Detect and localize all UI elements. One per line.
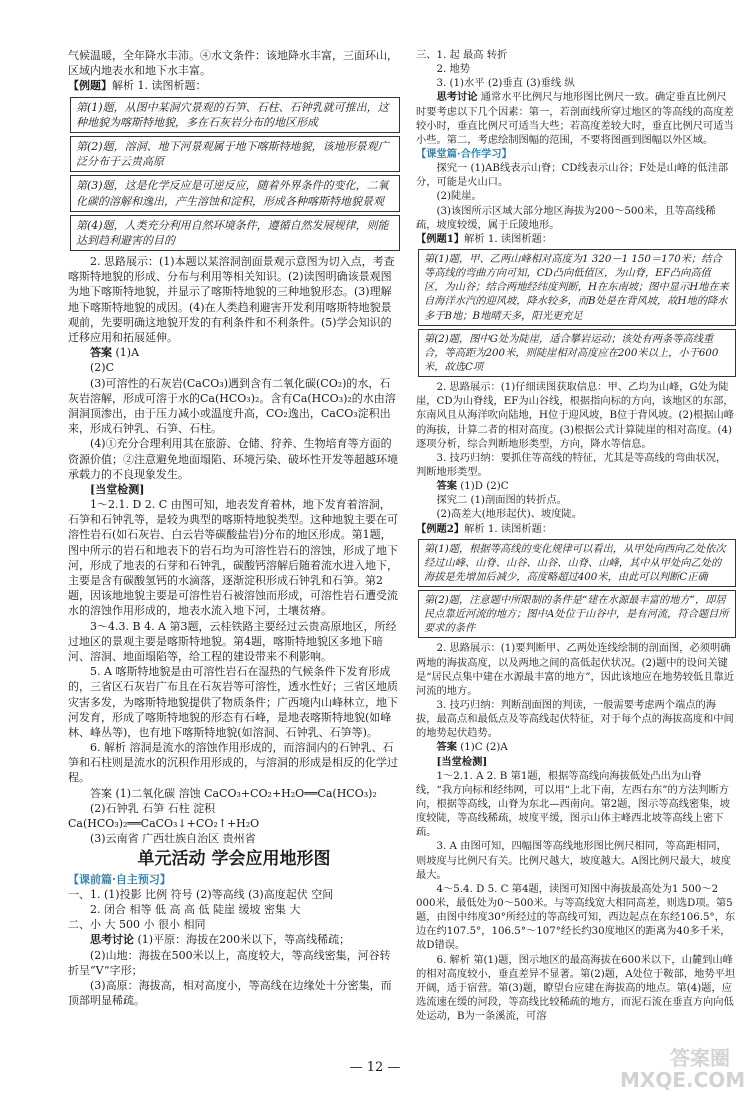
example-label: 【例题】 (68, 79, 112, 93)
answer-line: (2)石钟乳 石笋 石柱 淀积 Ca(HCO₃)₂══CaCO₃↓+CO₂↑+H₂O (68, 801, 260, 830)
analysis-box-3 (70, 175, 400, 211)
analysis-box-3 (418, 539, 736, 587)
question-answer: 1～2.1. A 2. B 第1题，根据等高线向海拔低处凸出为山脊线，“我方向标和经纬网，可以用“上北下南，左西右东”的方法判断方向，根据等高线，山脊为东北—西南向。第2题，图示等高线密集，坡度较陡，等高线稀疏，坡度平缓，图示山体主峰西北坡等高线上密下疏。 (416, 769, 731, 839)
paragraph: (2)高差大(地形起伏)、坡度陡。 (436, 508, 583, 521)
paragraph: 3. 技巧归纳：要抓住等高线的特征，尤其是等高线的弯曲状况，判断地形类型。 (416, 451, 727, 478)
paragraph: (3)该图所示区域大部分地区海拔为200～500米，且等高线稀疏，坡度较缓，属于丘陵地形。 (416, 204, 716, 231)
analysis-box-1 (418, 249, 736, 326)
analysis-box-2 (70, 136, 400, 172)
left-column (68, 48, 400, 1008)
example-text: 解析 1. 读图析题： (112, 79, 207, 93)
paragraph: 探究二 (1)剖面图的转折点。 (436, 494, 568, 507)
paragraph: (2)陡崖。 (436, 190, 482, 203)
box-text: 第(2)题，溶洞、地下河景观属于地下喀斯特地貌，该地形景观广泛分布于云贵高原 (76, 139, 389, 169)
analysis-box-1 (70, 97, 400, 133)
unit-title: 单元活动 学会应用地形图 (137, 849, 331, 870)
paragraph: 2. 思路展示：(1)仔细读图获取信息：甲、乙均为山峰，G处为陡崖，CD为山脊线，EF为山谷线，根据指向标的方向，该地区的东部，东南风且从海洋吹向陆地，H位于迎风坡，B位于背风坡。(2)根据山峰的海拔，计算二者的相对高度。(3)根据公式计算陡崖的相对高度。(4)逐项分析，综合判断地形类型，方向，降水等信息。 (416, 381, 734, 450)
answer-line: (3)云南省 广西壮族自治区 贵州省 (90, 832, 256, 846)
example-label: 【例题1】 (416, 232, 465, 245)
question-answer: 6. 解析 第(1)题，图示地区的最高海拔在600米以下，山麓到山峰的相对高度较小，垂直差异不显著。第(2)题，A处位于鞍部，地势平坦开阔，适于宿营。第(3)题，瞭望台应建在海拔高的地点。第(4)题，应选流速在缓的河段，等高线比较稀疏的地方，而泥石流在垂直方向向低处运动，B为一条溪流，可溶 (416, 953, 736, 1023)
box-text: 第(3)题，这是化学反应是可逆反应，随着外界条件的变化，二氧化碳的溶解和逸出，产生溶蚀和淀积，形成各种喀斯特地貌景观 (76, 179, 389, 208)
think-label: 思考讨论 (90, 933, 134, 947)
analysis-box-4 (418, 590, 736, 638)
section-tag-line (416, 147, 736, 161)
example-heading (416, 522, 736, 536)
paragraph: 3. 技巧归纳：判断剖面图的判读，一般需要考虑两个端点的海拔，最高点和最低点及等高线起伏特征，对于每个点的海拔高度和中间的地势起伏趋势。 (416, 699, 734, 740)
preview-line: 2. 闭合 相等 低 高 高 低 陡崖 缓坡 密集 大 (90, 902, 301, 916)
question-answer: 1～2.1. D 2. C 由图可知，地表发育着林，地下发育着溶洞，石笋和石钟乳等，是较为典型的喀斯特地貌类型。这种地貌主要在可溶性岩石(如石灰岩、白云岩等碳酸盐岩)分布的地区形成。第1题，图中所示的岩石和地表下的岩石均为可溶性岩石的溶蚀，形成了地下河，形成了地表的石芽和石钟乳，碳酸钙溶解后随着流水进入地下，主要是含有碳酸氢钙的水滴落，逐渐淀积形成石钟乳和石笋。第2题，因该地地貌主要是可溶性岩石被溶蚀而形成，可溶性岩石遭受流水的溶蚀作用形成的，地表水流入地下河，土壤贫瘠。 (68, 498, 398, 618)
answer-line (416, 479, 736, 493)
answer-line: (4)①充分合理利用其在旅游、仓储、狩养、生物培育等方面的资源价值；②注意避免地面塌陷、环境污染、破坏性开发等超越环境承载力的不良现象发生。 (68, 437, 398, 481)
paragraph: 2. 地势 (436, 63, 471, 76)
check-heading: [当堂检测] (90, 482, 145, 496)
question-answer: 3～4.3. B 4. A 第3题，云桂铁路主要经过云贵高原地区，所经过地区的景观主要是喀斯特地貌。第4题，喀斯特地貌区多地下暗河、溶洞、地面塌陷等，给工程的建设带来不利影响。 (68, 619, 397, 663)
box-text: 第(4)题，人类充分利用自然环境条件，遵循自然发展规律，则能达到趋利避害的目的 (76, 218, 389, 247)
watermark-logo: 答案圈 MXQE.COM (620, 1046, 746, 1092)
answer-label: 答案 (436, 741, 458, 754)
example-heading (68, 78, 400, 93)
right-column (416, 48, 736, 1023)
preview-tag: 【课前篇·自主预习】 (68, 872, 171, 886)
answer-text: (1)C (2)A (460, 741, 508, 754)
answer-label: 答案 (90, 346, 112, 360)
analysis-box-2 (418, 329, 736, 377)
question-answer: 5. A 喀斯特地貌是由可溶性岩石在湿热的气候条件下发育形成的，三省区石灰岩广布且在石灰岩等可溶性，透水性好；三省区地质灾害多发，为喀斯特地貌提供了物质条件；广西境内山峰林立，地下河发育，形成了喀斯特地貌的形态有石峰，是地表喀斯特地貌(如峰林、峰丛等)，也有地下喀斯特地貌(如溶洞、石钟乳、石笋等)。 (68, 665, 398, 739)
check-heading: [当堂检测] (436, 755, 488, 768)
paragraph: 气候温暖，全年降水丰沛。④水文条件：该地降水丰富，三面环山，区域内地表水和地下水丰富。 (68, 49, 398, 78)
page-number: — 12 — (349, 1060, 401, 1075)
answer-line: (3)可溶性的石灰岩(CaCO₃)遇到含有二氧化碳(CO₂)的水，石灰岩溶解，形成可溶于水的Ca(HCO₃)₂。含有Ca(HCO₃)₂的水由溶洞洞顶渗出，由于压力减小或温度升高，CO₂逸出，CaCO₃淀积出来，形成石钟乳、石笋、石柱。 (68, 376, 396, 436)
box-text: 第(1)题，根据等高线的变化规律可以看出，从甲处向西向乙处依次经过山峰、山脊、山谷、山谷、山脊、山峰，其中从甲处向乙处的海拔是先增加后减少，高度略超过400米，由此可以判断C正确 (424, 542, 726, 583)
think-text: 通常水平比例尺与地形图比例尺一致。确定垂直比例尺时要考虑以下几个因素：第一，若剖面线所穿过地区的等高线的高度差较小时，垂直比例尺可适当大些；若高度差较大时，垂直比例尺可适当小些。第二，考虑绘制图幅的范围，不要将图画到图幅以外区域。 (416, 91, 734, 146)
think-line: (3)高原：海拔高，相对高度小，等高线在边缘处十分密集，而顶部明显稀疏。 (68, 978, 392, 1008)
example-label: 【例题2】 (416, 522, 465, 535)
example-text: 解析 1. 读图析题： (464, 232, 553, 245)
box-text: 第(2)题，图中G处为陡崖，适合攀岩运动；该处有两条等高线重合，等高距为200米，则陡崖相对高度应在200米以上，小于600米，故选C项 (424, 332, 719, 373)
section-tag-line (68, 872, 400, 887)
think-line (68, 932, 400, 947)
question-answer: 6. 解析 溶洞是流水的溶蚀作用形成的，而溶洞内的石钟乳、石笋和石柱则是流水的沉积作用形成的，与溶洞的形成是相反的化学过程。 (68, 741, 398, 785)
example-heading (416, 232, 736, 246)
answer-text: (1)A (115, 346, 140, 360)
analysis-box-4 (70, 215, 400, 251)
paragraph: 3. (1)水平 (2)垂直 (3)垂线 纵 (436, 77, 575, 90)
box-text: 第(1)题，从图中某洞穴景观的石笋、石柱、石钟乳就可推出，这种地貌为喀斯特地貌，多在石灰岩分布的地区形成 (76, 100, 389, 129)
preview-line: 二、小 大 500 小 很小 相同 (68, 918, 206, 932)
think-text: (1)平原：海拔在200米以下，等高线稀疏； (137, 933, 351, 947)
question-answer: 3. A 由图可知，四幅图等高线地形图比例尺相同，等高距相同，则坡度与比例尺有关。比例尺越大，坡度越大。A图比例尺最大，坡度最大。 (416, 840, 731, 881)
answer-line (68, 345, 400, 360)
think-line: (2)山地：海拔在500米以上，高度较大，等高线密集，河谷转折呈“V”字形； (68, 948, 391, 977)
answer-line: (2)C (90, 361, 114, 375)
paragraph: 2. 思路展示：(1)本题以某溶洞剖面景观示意图为切入点，考查喀斯特地貌的形成、分布与利用等相关知识。(2)读图明确该景观图为地下喀斯特地貌，并显示了喀斯特地貌的三种地貌形态。(3)理解地下喀斯特地貌的成因。(4)在人类趋利避害开发利用喀斯特地貌景观前，先要明确这地貌开发的有利条件和不利条件。(5)学会知识的迁移应用和拓展延伸。 (68, 255, 395, 344)
answer-line: 答案 (1)二氧化碳 溶蚀 CaCO₃+CO₂+H₂O══Ca(HCO₃)₂ (90, 786, 377, 800)
paragraph: 2. 思路展示：(1)要判断甲、乙两处连线绘制的剖面图，必须明确两地的海拔高度，以及两地之间的高低起伏状况。(2)题中的设问关键是“居民点集中建在水源最丰富的地方”，因此该地应在地势较低且靠近河流的地方。 (416, 642, 734, 697)
think-line (416, 90, 736, 147)
answer-text: (1)D (2)C (460, 480, 509, 493)
think-label: 思考讨论 (436, 91, 478, 104)
paragraph: 三、1. 起 最高 转折 (416, 49, 508, 61)
question-answer: 4～5.4. D 5. C 第4题，读图可知图中海拔最高处为1 500～2 000米，最低处为0～500米。与等高线宽大相同高差，则选D项。第5题，由图中纬度30°所经过的等高线可知，西边起点在东经106.5°，东边在约107.5°，106.5°～107°经长约30度地区的距离为40多千米，故D错误。 (416, 882, 736, 952)
class-tag: 【课堂篇·合作学习】 (416, 147, 512, 160)
answer-label: 答案 (436, 480, 458, 493)
preview-line: 一、1. (1)投影 比例 符号 (2)等高线 (3)高度起伏 空间 (68, 887, 334, 901)
box-text: 第(2)题，注意题中所限制的条件是“建在水源最丰富的地方”，即居民点靠近河流的地方；图中A处位于山谷中，是有河流，符合题目所要求的条件 (424, 594, 729, 635)
answer-line (416, 740, 736, 754)
paragraph: 探究一 (1)AB线表示山脊；CD线表示山谷；F处是山峰的低洼部分，可能是火山口。 (416, 162, 729, 189)
example-text: 解析 1. 读图析题： (464, 522, 553, 535)
box-text: 第(1)题，甲、乙两山峰相对高度为1 320－1 150＝170米；结合等高线的弯曲方向可知，CD凸向低值区，为山脊，EF凸向高值区，为山谷；结合两地经纬度判断，H在东南坡；图中显示H地在来自海洋水汽的迎风坡，降水较多，而B处是在背风坡，故H地的降水多于B地；B地晴天多，阳光更充足 (424, 252, 729, 322)
